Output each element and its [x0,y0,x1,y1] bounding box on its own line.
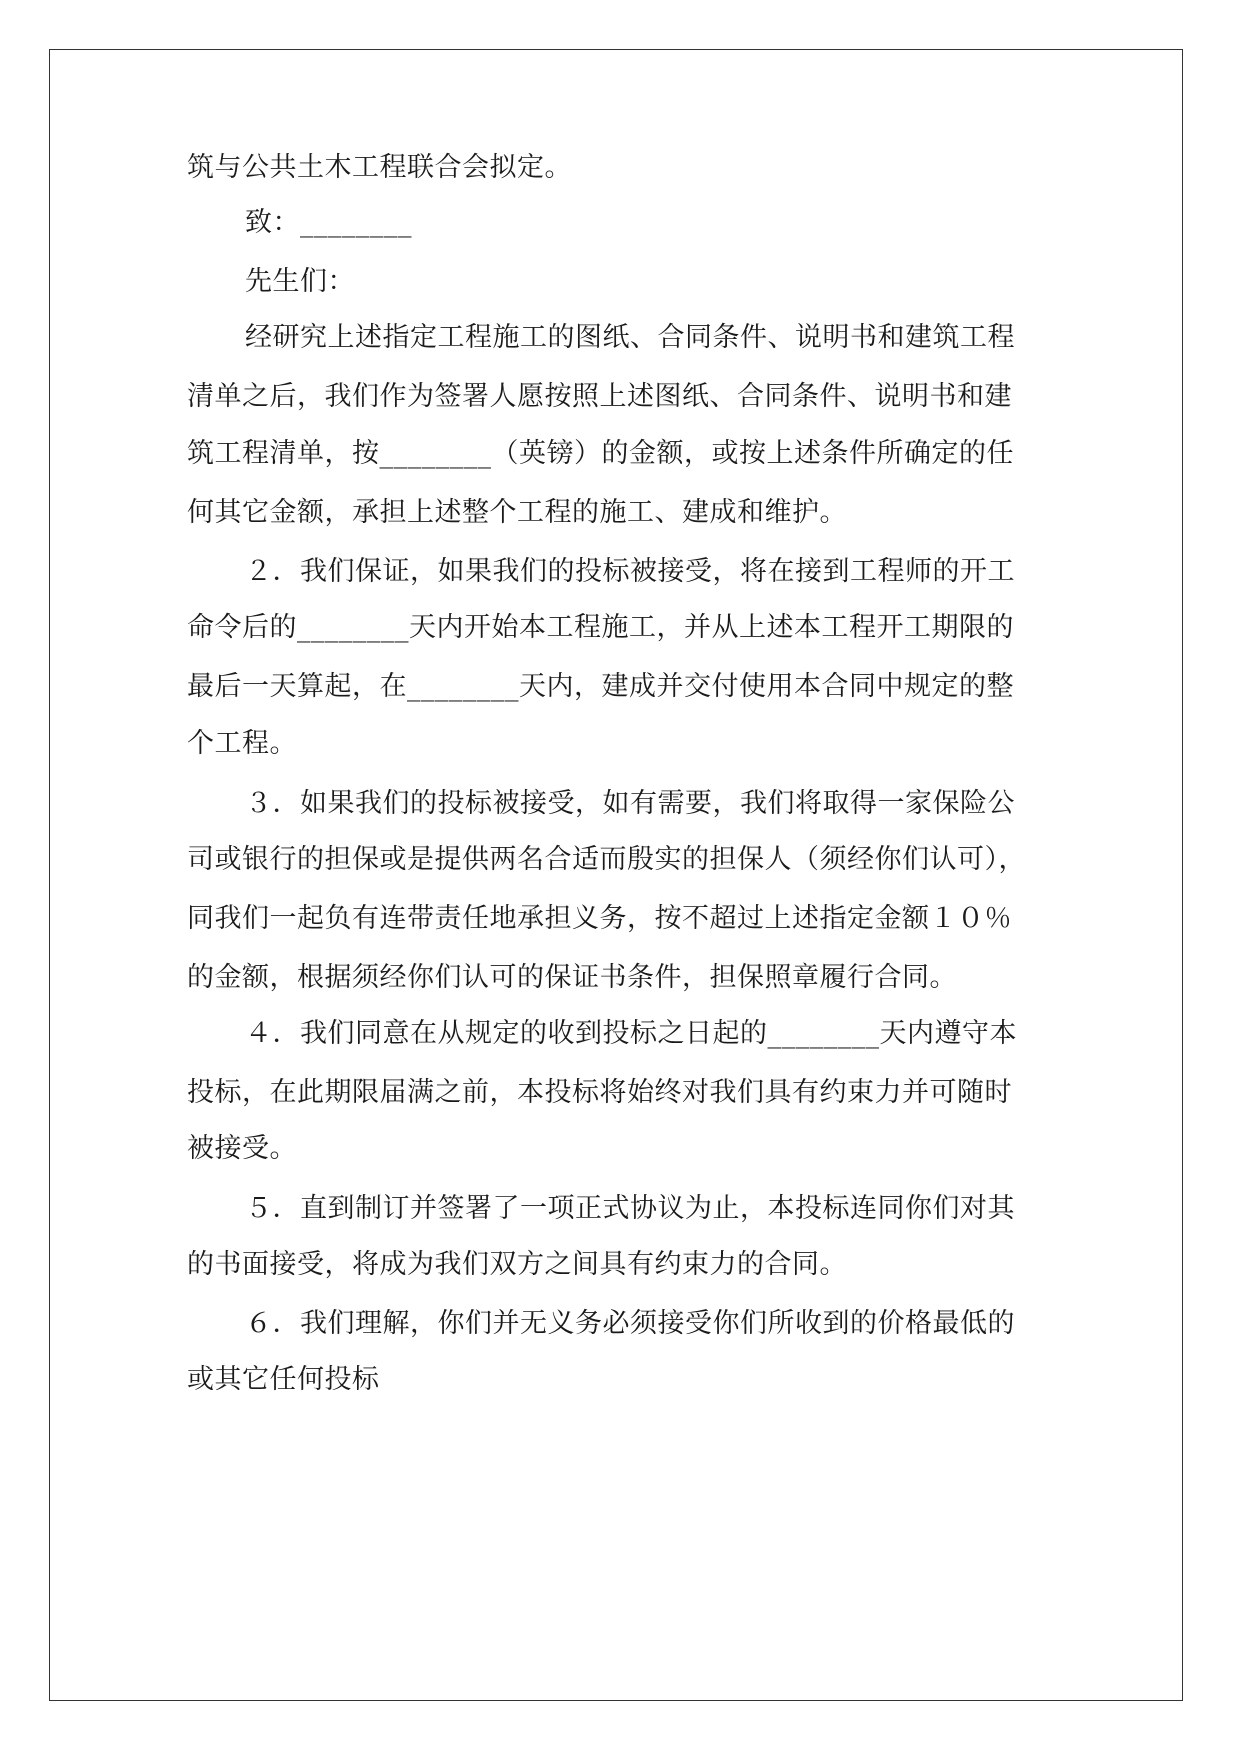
text-line: 个工程。 [187,728,297,759]
text-line: 同我们一起负有连带责任地承担义务，按不超过上述指定金额１０％ [187,903,1012,934]
text-line: 被接受。 [187,1133,297,1164]
text-line: ４．我们同意在从规定的收到投标之日起的________天内遵守本 [245,1018,1017,1049]
text-line: 投标，在此期限届满之前，本投标将始终对我们具有约束力并可随时 [187,1077,1012,1108]
text-line: 筑与公共土木工程联合会拟定。 [187,152,572,183]
text-line: 的金额，根据须经你们认可的保证书条件，担保照章履行合同。 [187,962,957,993]
text-line: ５．直到制订并签署了一项正式协议为止，本投标连同你们对其 [245,1193,1015,1224]
text-line: 最后一天算起，在________天内，建成并交付使用本合同中规定的整 [187,671,1014,702]
salutation-line: 先生们： [245,266,355,297]
text-line: 的书面接受，将成为我们双方之间具有约束力的合同。 [187,1249,847,1280]
text-line: 何其它金额，承担上述整个工程的施工、建成和维护。 [187,497,847,528]
text-line: 经研究上述指定工程施工的图纸、合同条件、说明书和建筑工程 [245,322,1015,353]
text-line: ３．如果我们的投标被接受，如有需要，我们将取得一家保险公 [245,788,1015,819]
text-line: ６．我们理解，你们并无义务必须接受你们所收到的价格最低的 [245,1308,1015,1339]
text-line: 司或银行的担保或是提供两名合适而殷实的担保人（须经你们认可）， [187,844,1026,875]
addressee-line: 致：________ [245,207,412,238]
text-line: ２．我们保证，如果我们的投标被接受，将在接到工程师的开工 [245,556,1015,587]
text-line: 清单之后，我们作为签署人愿按照上述图纸、合同条件、说明书和建 [187,381,1012,412]
text-line: 筑工程清单，按________（英镑）的金额，或按上述条件所确定的任 [187,438,1014,469]
text-line: 命令后的________天内开始本工程施工，并从上述本工程开工期限的 [187,612,1014,643]
text-line: 或其它任何投标 [187,1364,380,1395]
